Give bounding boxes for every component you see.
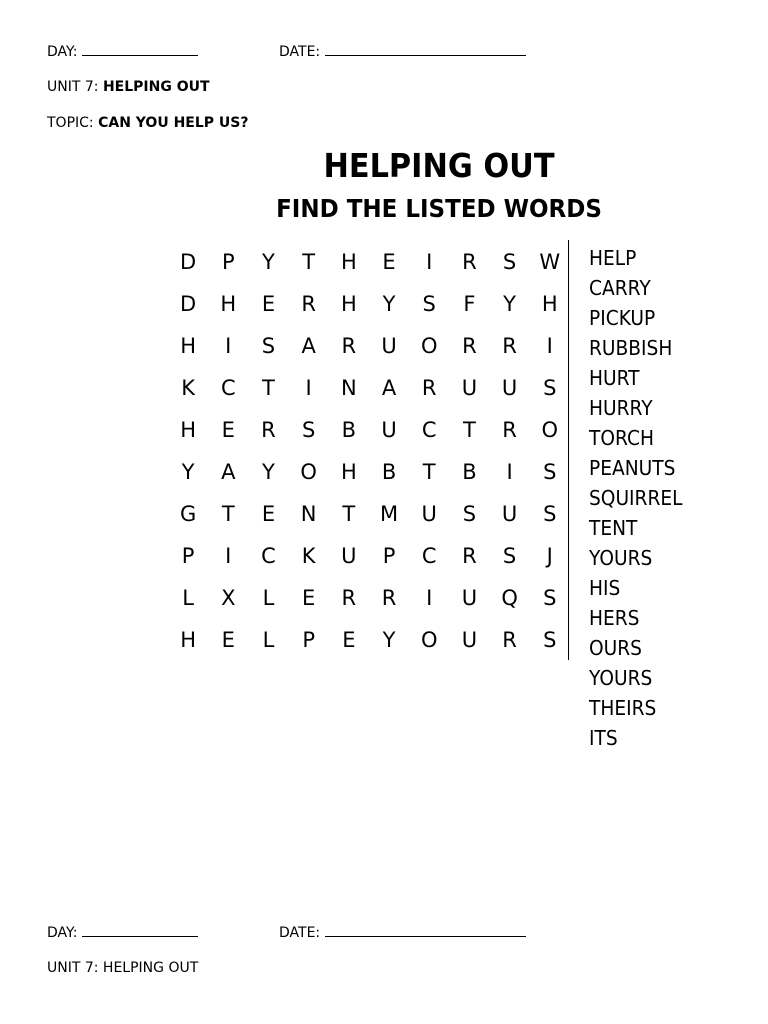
word-list-item: PICKUP: [589, 306, 656, 330]
word-list-item: HELP: [589, 246, 637, 270]
grid-letter: H: [340, 292, 357, 316]
word-list-item: HIS: [589, 576, 621, 600]
day-blank: [82, 43, 198, 56]
grid-letter: S: [543, 628, 557, 652]
grid-letter: E: [342, 628, 356, 652]
grid-letter: R: [502, 334, 517, 358]
grid-letter: E: [221, 628, 235, 652]
grid-letter: U: [381, 418, 397, 442]
grid-letter: E: [302, 586, 316, 610]
grid-letter: H: [340, 460, 357, 484]
grid-letter: U: [341, 544, 357, 568]
word-list-item: ITS: [589, 726, 618, 750]
grid-letter: R: [502, 418, 517, 442]
grid-letter: A: [301, 334, 316, 358]
grid-letter: S: [543, 502, 557, 526]
grid-letter: U: [501, 376, 518, 400]
grid-row: [168, 497, 570, 539]
footer-day-blank: [82, 924, 198, 937]
word-list-item: YOURS: [589, 546, 653, 570]
grid-letter: D: [180, 250, 197, 274]
grid-letter: L: [262, 586, 275, 610]
grid-letter: T: [302, 250, 316, 274]
word-list: [589, 243, 690, 753]
unit-name: HELPING OUT: [102, 79, 210, 95]
day-date-line: [47, 43, 198, 61]
grid-letter: O: [420, 628, 438, 652]
grid-letter: L: [262, 628, 275, 652]
grid-letter: D: [180, 292, 197, 316]
grid-letter: R: [462, 334, 477, 358]
grid-letter: E: [261, 292, 276, 316]
grid-letter: A: [381, 376, 397, 400]
grid-letter: R: [341, 334, 357, 358]
topic-line: [47, 114, 248, 132]
grid-letter: H: [180, 418, 196, 442]
grid-letter: H: [180, 334, 196, 358]
grid-letter: U: [461, 628, 478, 652]
grid-letter: S: [543, 460, 557, 484]
grid-letter: C: [421, 418, 437, 442]
word-list-item: YOURS: [589, 666, 653, 690]
footer-date-label: DATE:: [279, 925, 321, 941]
grid-letter: I: [506, 460, 513, 484]
footer-date-blank: [325, 924, 526, 937]
grid-letter: P: [221, 250, 235, 274]
grid-letter: S: [301, 418, 316, 442]
grid-letter: A: [221, 460, 236, 484]
grid-letter: I: [225, 544, 232, 568]
grid-letter: R: [261, 418, 276, 442]
grid-letter: R: [301, 292, 316, 316]
grid-letter: P: [382, 544, 396, 568]
grid-letter: R: [421, 376, 437, 400]
grid-letter: I: [225, 334, 232, 358]
grid-letter: N: [340, 376, 357, 400]
grid-letter: O: [420, 334, 438, 358]
grid-letter: E: [221, 418, 235, 442]
footer-day-label: DAY:: [47, 925, 78, 941]
grid-letter: H: [180, 628, 196, 652]
grid-letter: H: [220, 292, 237, 316]
grid-row: [168, 329, 570, 371]
grid-letter: Y: [262, 250, 275, 274]
grid-letter: S: [502, 544, 517, 568]
footer-unit-text: UNIT 7: HELPING OUT: [47, 960, 199, 976]
grid-letter: X: [221, 586, 236, 610]
grid-letter: L: [182, 586, 194, 610]
word-list-item: HURRY: [589, 396, 653, 420]
word-list-item: HURT: [589, 366, 640, 390]
grid-letter: O: [541, 418, 559, 442]
grid-letter: S: [261, 334, 276, 358]
grid-letter: T: [422, 460, 436, 484]
date-label: DATE:: [279, 44, 321, 60]
word-list-item: OURS: [589, 636, 642, 660]
grid-letter: S: [422, 292, 436, 316]
page-subtitle: FIND THE LISTED WORDS: [276, 194, 602, 223]
unit-line: [47, 78, 210, 96]
grid-letter: R: [341, 586, 357, 610]
grid-row: [168, 287, 570, 329]
grid-letter: I: [546, 334, 553, 358]
word-list-item: RUBBISH: [589, 336, 673, 360]
word-list-item: TORCH: [589, 426, 654, 450]
date-line: [279, 43, 526, 61]
grid-letter: I: [426, 250, 433, 274]
word-list-item: HERS: [589, 606, 640, 630]
grid-letter: Y: [382, 292, 396, 316]
word-list-item: SQUIRREL: [589, 486, 683, 510]
grid-letter: Y: [503, 292, 516, 316]
grid-letter: B: [341, 418, 357, 442]
grid-letter: C: [261, 544, 276, 568]
grid-letter: R: [381, 586, 397, 610]
grid-row: [168, 623, 570, 665]
grid-letter: U: [461, 376, 478, 400]
footer-day-line: [47, 924, 198, 942]
grid-letter: Y: [262, 460, 275, 484]
grid-letter: O: [300, 460, 317, 484]
grid-letter: Y: [382, 628, 396, 652]
grid-letter: U: [501, 502, 518, 526]
grid-row: [168, 245, 570, 287]
grid-letter: K: [181, 376, 195, 400]
word-search-grid: [168, 245, 570, 665]
grid-letter: T: [342, 502, 356, 526]
topic-prefix: TOPIC:: [47, 115, 94, 131]
grid-letter: C: [220, 376, 236, 400]
grid-row: [168, 539, 570, 581]
grid-letter: P: [302, 628, 315, 652]
grid-row: [168, 581, 570, 623]
grid-letter: I: [426, 586, 433, 610]
grid-letter: T: [462, 418, 476, 442]
grid-letter: M: [379, 502, 399, 526]
footer-date-line: [279, 924, 526, 942]
grid-letter: U: [461, 586, 478, 610]
grid-letter: G: [179, 502, 197, 526]
grid-row: [168, 371, 570, 413]
word-list-item: THEIRS: [589, 696, 657, 720]
footer-unit-line: [47, 959, 198, 977]
page-title: HELPING OUT: [323, 146, 555, 185]
grid-letter: S: [543, 586, 557, 610]
grid-letter: J: [546, 544, 553, 568]
topic-name: CAN YOU HELP US?: [98, 115, 249, 131]
grid-letter: T: [262, 376, 275, 400]
grid-letter: Y: [181, 460, 195, 484]
grid-letter: W: [539, 250, 561, 274]
word-list-item: PEANUTS: [589, 456, 676, 480]
grid-letter: B: [462, 460, 477, 484]
grid-letter: T: [221, 502, 235, 526]
grid-letter: N: [300, 502, 317, 526]
grid-letter: U: [381, 334, 397, 358]
grid-letter: R: [502, 628, 517, 652]
grid-letter: F: [463, 292, 476, 316]
grid-letter: E: [382, 250, 396, 274]
grid-letter: B: [381, 460, 397, 484]
word-list-item: TENT: [589, 516, 638, 540]
day-label: DAY:: [47, 44, 78, 60]
grid-letter: H: [541, 292, 558, 316]
grid-letter: R: [462, 544, 477, 568]
grid-letter: I: [305, 376, 312, 400]
grid-letter: S: [462, 502, 477, 526]
grid-letter: P: [181, 544, 195, 568]
unit-prefix: UNIT 7:: [47, 79, 99, 95]
grid-row: [168, 455, 570, 497]
word-list-item: CARRY: [589, 276, 651, 300]
grid-divider: [568, 240, 569, 660]
date-blank: [325, 43, 526, 56]
grid-letter: S: [502, 250, 517, 274]
grid-letter: R: [462, 250, 477, 274]
grid-letter: U: [421, 502, 437, 526]
grid-letter: Q: [501, 586, 518, 610]
grid-letter: C: [421, 544, 437, 568]
grid-letter: S: [543, 376, 557, 400]
grid-letter: K: [301, 544, 316, 568]
grid-row: [168, 413, 570, 455]
grid-letter: H: [340, 250, 357, 274]
grid-letter: E: [261, 502, 276, 526]
